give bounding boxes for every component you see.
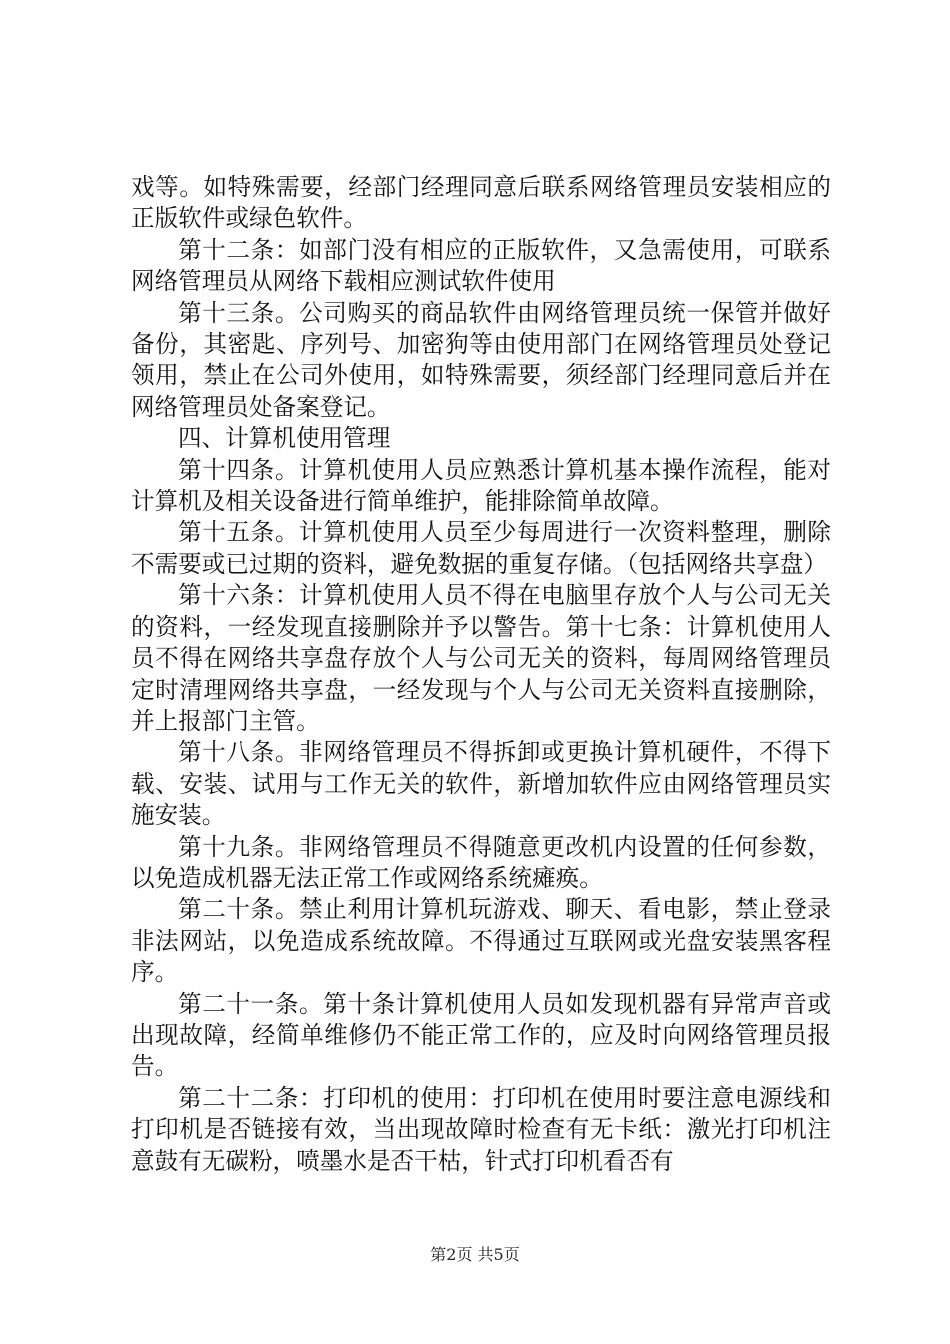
document-body (131, 172, 831, 1177)
paragraph-article-13: 第十三条。公司购买的商品软件由网络管理员统一保管并做好备份，其密匙、序列号、加密狗等由使用部门在网络管理员处登记领用，禁止在公司外使用，如特殊需要，须经部门经理同意后并在网络管理员处备案登记。 (131, 298, 831, 421)
section-heading: 四、计算机使用管理 (178, 424, 391, 453)
paragraph-article-21: 第二十一条。第十条计算机使用人员如发现机器有异常声音或出现故障，经简单维修仍不能正常工作的，应及时向网络管理员报告。 (131, 989, 831, 1081)
paragraph-article-22: 第二十二条：打印机的使用：打印机在使用时要注意电源线和打印机是否链接有效，当出现故障时检查有无卡纸：激光打印机注意鼓有无碳粉，喷墨水是否干枯，针式打印机看否有 (131, 1083, 831, 1175)
paragraph-continuation: 戏等。如特殊需要，经部门经理同意后联系网络管理员安装相应的正版软件或绿色软件。 (131, 173, 831, 233)
paragraph-article-16: 第十六条：计算机使用人员不得在电脑里存放个人与公司无关的资料，一经发现直接删除并予以警告。第十七条：计算机使用人员不得在网络共享盘存放个人与公司无关的资料，每周网络管理员定时清理网络共享盘，一经发现与个人与公司无关资料直接删除，并上报部门主管。 (131, 581, 831, 735)
paragraph-article-20: 第二十条。禁止利用计算机玩游戏、聊天、看电影，禁止登录非法网站，以免造成系统故障。不得通过互联网或光盘安装黑客程序。 (131, 895, 831, 987)
paragraph-article-18: 第十八条。非网络管理员不得拆卸或更换计算机硬件，不得下载、安装、试用与工作无关的软件，新增加软件应由网络管理员实施安装。 (131, 738, 831, 830)
paragraph-article-19: 第十九条。非网络管理员不得随意更改机内设置的任何参数，以免造成机器无法正常工作或网络系统瘫痪。 (131, 832, 831, 892)
paragraph-article-15: 第十五条。计算机使用人员至少每周进行一次资料整理，删除不需要或已过期的资料，避免数据的重复存储。（包括网络共享盘） (131, 518, 831, 578)
paragraph-article-12: 第十二条：如部门没有相应的正版软件，又急需使用，可联系网络管理员从网络下载相应测试软件使用 (131, 235, 831, 296)
paragraph-article-14: 第十四条。计算机使用人员应熟悉计算机基本操作流程，能对计算机及相关设备进行简单维护，能排除简单故障。 (131, 455, 831, 516)
page-number-footer: 第2页 共5页 (430, 1245, 520, 1264)
